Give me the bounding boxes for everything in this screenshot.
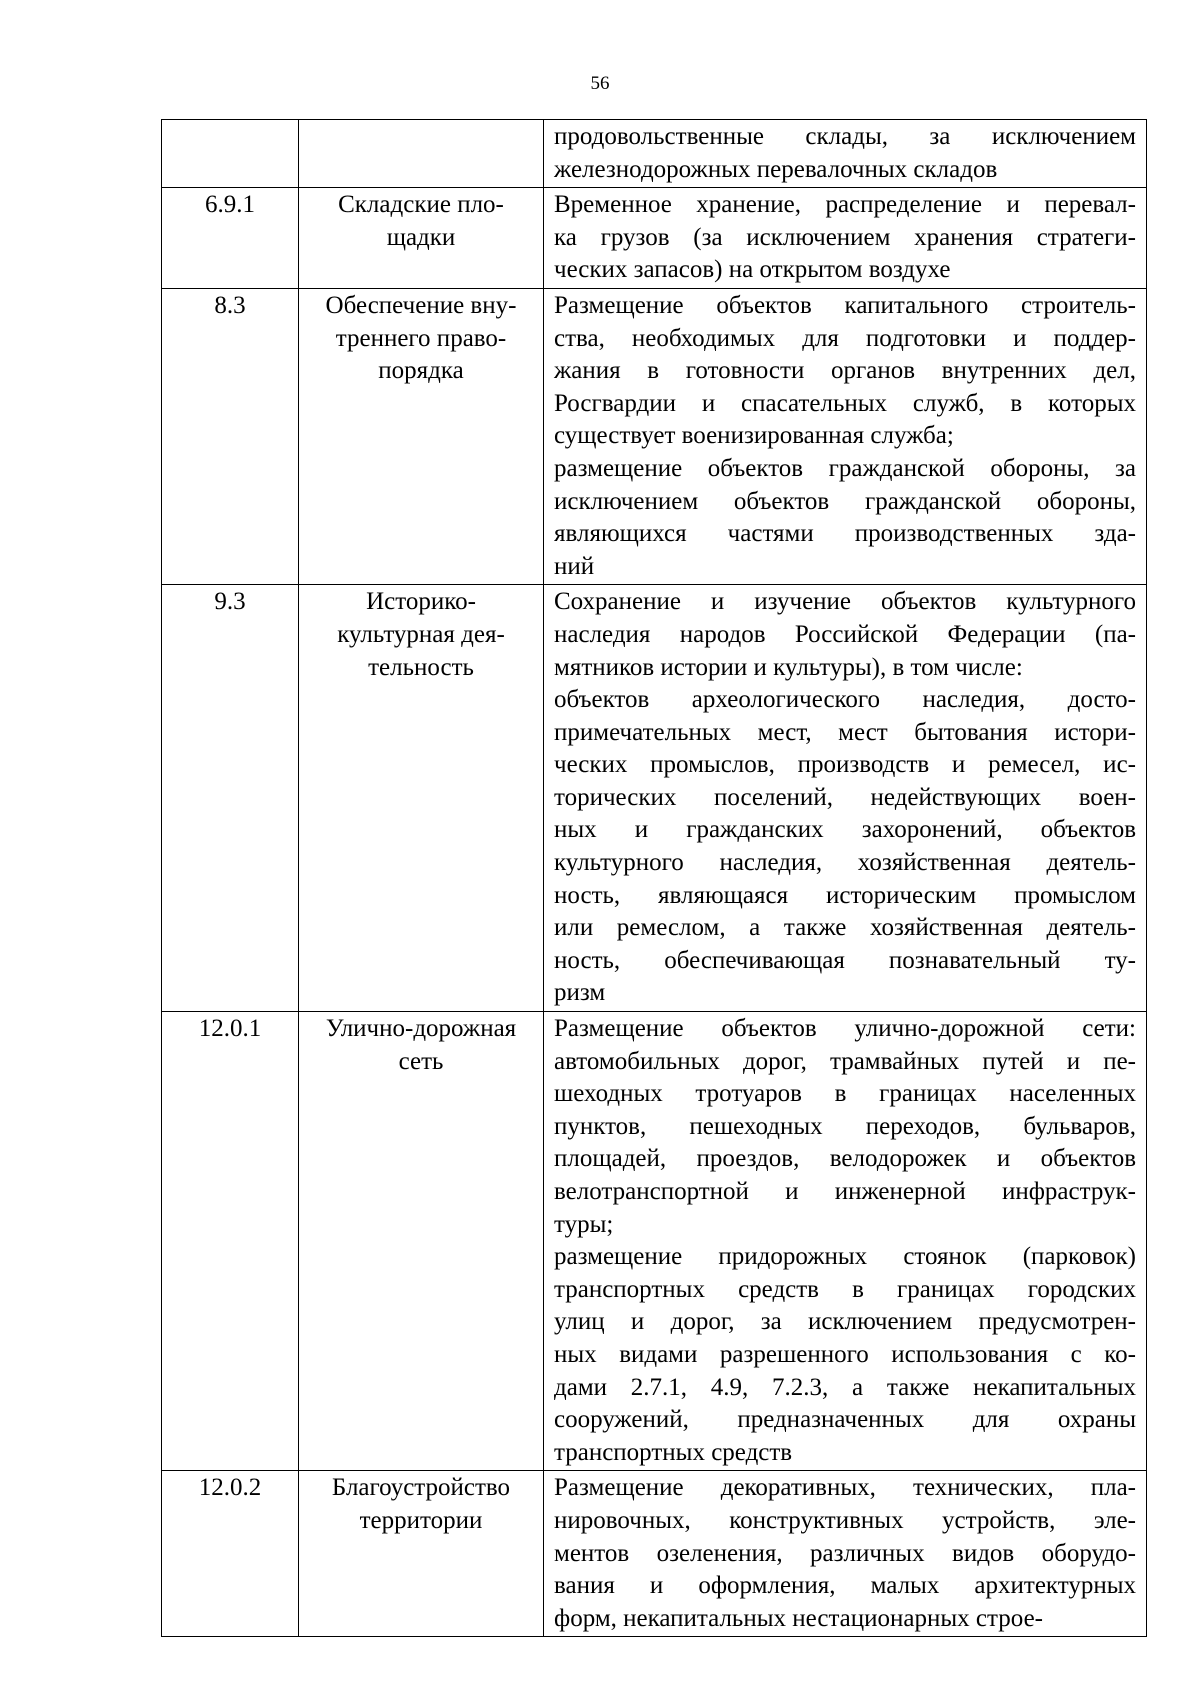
description-line: Временное хранение, распределение и перевал- [554,191,1136,219]
description-line: примечательных мест, мест бытования истори- [554,718,1136,746]
description-line: дами 2.7.1, 4.9, 7.2.3, а также некапитальных [554,1373,1136,1401]
code-cell: 12.0.2 [162,1471,299,1637]
description-cell [544,1012,1147,1471]
name-cell [299,1012,544,1471]
description-line: туры; [554,1210,614,1238]
name-cell [299,188,544,289]
name-line: культурная дея- [337,620,505,648]
description-line: размещение придорожных стоянок (парковок) [554,1243,1136,1271]
description-line: железнодорожных перевалочных складов [554,155,998,183]
description-line: ний [554,552,595,580]
name-line: сеть [398,1047,444,1075]
name-cell [299,1471,544,1637]
description-line: сооружений, предназначенных для охраны [554,1406,1136,1434]
name-line: Улично-дорожная [325,1015,517,1043]
description-line: Размещение объектов капитального строитель- [554,291,1136,319]
description-line: существует военизированная служба; [554,422,954,450]
name-line: щадки [386,223,456,251]
table-row [162,120,1147,188]
description-line: ризм [554,979,606,1007]
description-line: или ремеслом, а также хозяйственная деятель- [554,914,1136,942]
name-line: Обеспечение вну- [325,291,517,319]
description-line: ка грузов (за исключением хранения стратеги- [554,223,1136,251]
description-line: ческих запасов) на открытом воздухе [554,256,951,284]
description-cell [544,1471,1147,1637]
description-line: культурного наследия, хозяйственная деятель- [554,849,1136,877]
code-cell [162,120,299,188]
name-cell [299,288,544,584]
description-line: исключением объектов гражданской обороны, [554,487,1136,515]
description-line: размещение объектов гражданской обороны, за [554,454,1136,482]
description-line: пунктов, пешеходных переходов, бульваров, [554,1112,1136,1140]
description-line: улиц и дорог, за исключением предусмотрен- [554,1308,1136,1336]
description-line: Размещение декоративных, технических, пла- [554,1474,1136,1502]
description-line: наследия народов Российской Федерации (па- [554,620,1136,648]
description-line: торических поселений, недействующих воен- [554,783,1136,811]
land-use-table [161,119,1147,1637]
description-line: Росгвардии и спасательных служб, в которых [554,389,1136,417]
description-line: вания и оформления, малых архитектурных [554,1572,1136,1600]
name-line: Складские пло- [338,191,504,219]
description-cell [544,585,1147,1012]
description-cell [544,188,1147,289]
page-number: 56 [590,73,610,94]
name-line: треннего право- [335,324,507,352]
description-line: форм, некапитальных нестационарных строе- [554,1604,1043,1632]
code-cell: 12.0.1 [162,1012,299,1471]
description-line: велотранспортной и инженерной инфраструк- [554,1178,1136,1205]
table-row [162,1012,1147,1471]
description-line: мятников истории и культуры), в том числе: [554,653,1023,681]
name-line: тельность [368,653,474,681]
name-line: территории [359,1506,483,1534]
description-line: транспортных средств в границах городских [554,1275,1136,1303]
description-cell [544,288,1147,584]
description-cell [544,120,1147,188]
name-line: порядка [378,357,464,385]
code-cell: 9.3 [162,585,299,1012]
table-body [162,120,1147,1637]
description-line: являющихся частями производственных зда- [554,520,1136,548]
name-line: Историко- [366,588,476,616]
description-line: ментов озеленения, различных видов оборудо- [554,1539,1136,1567]
description-line: ность, являющаяся историческим промыслом [554,881,1136,909]
description-line: объектов археологического наследия, досто- [554,686,1136,714]
description-line: продовольственные склады, за исключением [554,123,1136,150]
description-line: жания в готовности органов внутренних дел, [554,357,1136,385]
description-line: нировочных, конструктивных устройств, эле- [554,1506,1136,1534]
description-line: Размещение объектов улично-дорожной сети: [554,1015,1136,1043]
description-line: ческих промыслов, производств и ремесел, ис- [554,751,1136,779]
name-cell [299,120,544,188]
code-cell: 8.3 [162,288,299,584]
table-row [162,188,1147,289]
name-line: Благоустройство [331,1474,511,1502]
description-line: автомобильных дорог, трамвайных путей и пе- [554,1047,1136,1075]
code-cell: 6.9.1 [162,188,299,289]
description-line: Сохранение и изучение объектов культурного [554,588,1136,616]
description-line: площадей, проездов, велодорожек и объектов [554,1145,1136,1173]
description-line: ных и гражданских захоронений, объектов [554,816,1136,844]
table-row [162,1471,1147,1637]
name-cell [299,585,544,1012]
table-row [162,585,1147,1012]
table-row [162,288,1147,584]
description-line: ных видами разрешенного использования с ко- [554,1340,1136,1368]
description-line: ства, необходимых для подготовки и поддер- [554,324,1136,352]
description-line: транспортных средств [554,1438,793,1466]
description-line: шеходных тротуаров в границах населенных [554,1080,1136,1108]
description-line: ность, обеспечивающая познавательный ту- [554,946,1136,974]
